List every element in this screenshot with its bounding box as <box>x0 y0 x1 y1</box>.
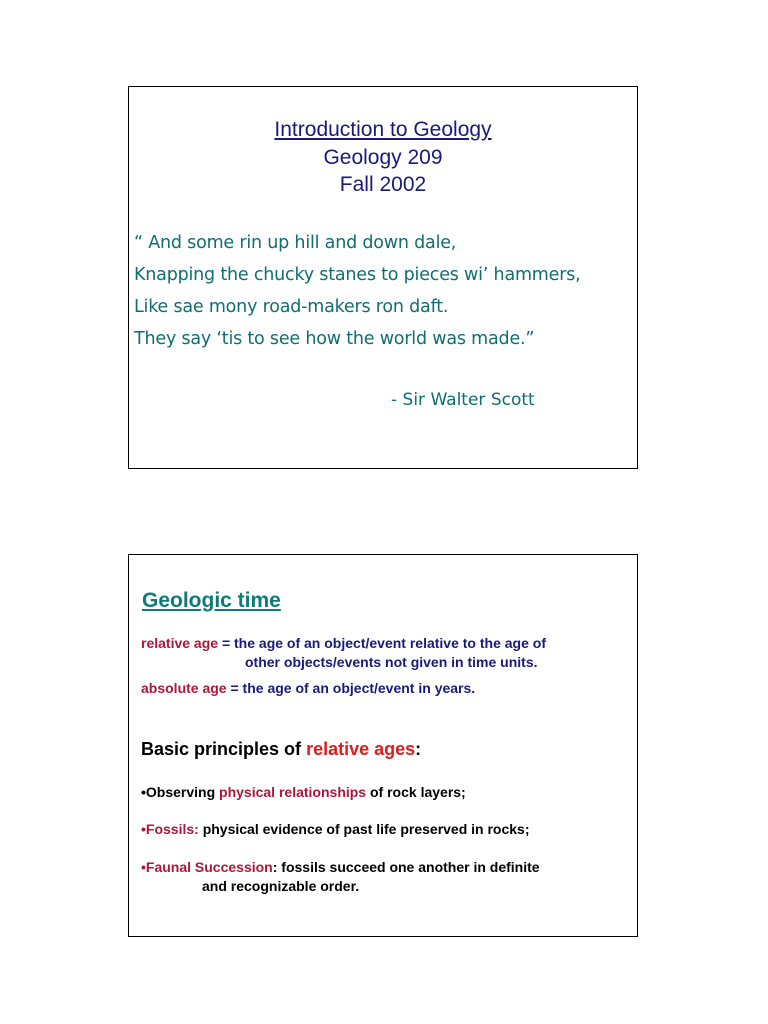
definition-text: = the age of an object/event relative to the age of <box>218 635 546 651</box>
term-absolute-age: absolute age <box>141 680 227 696</box>
principles-prefix: Basic principles of <box>141 739 307 759</box>
bullet-physical-relationships <box>141 784 466 800</box>
bullet-highlight: physical relationships <box>219 784 367 800</box>
quote-line: Like sae mony road-makers ron daft. <box>134 297 449 317</box>
bullet-fossils <box>141 821 530 837</box>
absolute-age-definition <box>141 680 475 696</box>
slide-geologic-time <box>128 554 638 937</box>
quote-line: They say ‘tis to see how the world was made.” <box>134 329 535 349</box>
principles-highlight: relative ages <box>306 739 416 759</box>
definition-continuation: other objects/events not given in time units. <box>245 654 538 670</box>
bullet-text: : fossils succeed one another in definite <box>272 859 540 875</box>
course-number: Geology 209 <box>323 146 443 169</box>
bullet-suffix: of rock layers; <box>366 784 466 800</box>
quote-author: - Sir Walter Scott <box>391 390 535 410</box>
bullet-faunal-succession <box>141 859 540 875</box>
relative-age-definition <box>141 635 546 651</box>
bullet-text: physical evidence of past life preserved in rocks; <box>198 821 530 837</box>
quote-line: Knapping the chucky stanes to pieces wi’ hammers, <box>134 265 581 285</box>
bullet-highlight: •Faunal Succession <box>141 859 273 875</box>
principles-heading <box>141 739 421 760</box>
term-relative-age: relative age <box>141 635 219 651</box>
slide-intro <box>128 86 638 469</box>
principles-suffix: : <box>415 739 422 759</box>
bullet-prefix: •Observing <box>141 784 220 800</box>
definition-text: = the age of an object/event in years. <box>226 680 476 696</box>
bullet-continuation: and recognizable order. <box>202 878 360 894</box>
bullet-highlight: •Fossils: <box>141 821 199 837</box>
course-term: Fall 2002 <box>339 173 427 196</box>
slide-heading: Geologic time <box>142 589 281 612</box>
quote-line: “ And some rin up hill and down dale, <box>134 233 457 253</box>
course-title: Introduction to Geology <box>274 118 492 141</box>
